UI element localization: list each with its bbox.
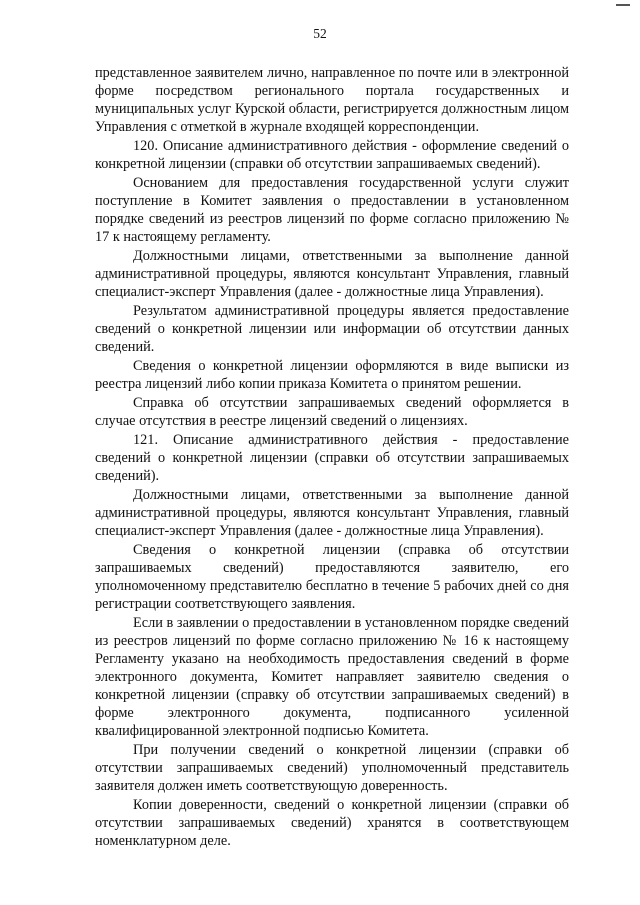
paragraph-power-of-attorney: При получении сведений о конкретной лицензии (справки об отсутствии запрашиваемых сведений) уполномоченный представитель заявителя должен иметь соответствующую доверенность.	[95, 742, 569, 794]
page-number: 52	[313, 26, 327, 41]
paragraph-responsible-officials: Должностными лицами, ответственными за выполнение данной административной процедуры, являются консультант Управления, главный специалист-эксперт Управления (далее - должностные лица Управления).	[95, 248, 569, 300]
paragraph-responsible-officials-2: Должностными лицами, ответственными за выполнение данной административной процедуры, являются консультант Управления, главный специалист-эксперт Управления (далее - должностные лица Управления).	[95, 487, 569, 539]
paragraph-120-heading: 120. Описание административного действия - оформление сведений о конкретной лицензии (справки об отсутствии запрашиваемых сведений).	[95, 138, 569, 172]
paragraph-provision-term: Сведения о конкретной лицензии (справка об отсутствии запрашиваемых сведений) предоставляются заявителю, его уполномоченному представителю бесплатно в течение 5 рабочих дней со дня регистрации соответствующего заявления.	[95, 542, 569, 612]
paragraph-basis: Основанием для предоставления государственной услуги служит поступление в Комитет заявления о предоставлении в установленном порядке сведений из реестров лицензий по форме согласно приложению № 17 к настоящему регламенту.	[95, 175, 569, 245]
paragraph-result: Результатом административной процедуры является предоставление сведений о конкретной лицензии или информации об отсутствии данных сведений.	[95, 303, 569, 355]
paragraph-121-heading: 121. Описание административного действия - предоставление сведений о конкретной лицензии (справки об отсутствии запрашиваемых сведений).	[95, 432, 569, 484]
paragraph-extract-format: Сведения о конкретной лицензии оформляются в виде выписки из реестра лицензий либо копии приказа Комитета о принятом решении.	[95, 358, 569, 392]
corner-mark	[616, 4, 630, 6]
paragraph-electronic-form: Если в заявлении о предоставлении в установленном порядке сведений из реестров лицензий по форме согласно приложению № 16 к настоящему Регламенту указано на необходимость предоставления сведений в форме электронного документа, Комитет направляет заявителю сведения о конкретной лицензии (справку об отсутствии запрашиваемых сведений) в форме электронного документа, подписанного усиленной квалифицированной электронной подписью Комитета.	[95, 615, 569, 739]
document-body	[95, 64, 569, 851]
paragraph-storage: Копии доверенности, сведений о конкретной лицензии (справки об отсутствии запрашиваемых сведений) хранятся в соответствующем номенклатурном деле.	[95, 797, 569, 849]
paragraph-absence-certificate: Справка об отсутствии запрашиваемых сведений оформляется в случае отсутствия в реестре лицензий сведений о лицензиях.	[95, 395, 569, 429]
paragraph-continuation: представленное заявителем лично, направленное по почте или в электронной форме посредством регионального портала государственных и муниципальных услуг Курской области, регистрируется должностным лицом Управления с отметкой в журнале входящей корреспонденции.	[95, 65, 569, 135]
